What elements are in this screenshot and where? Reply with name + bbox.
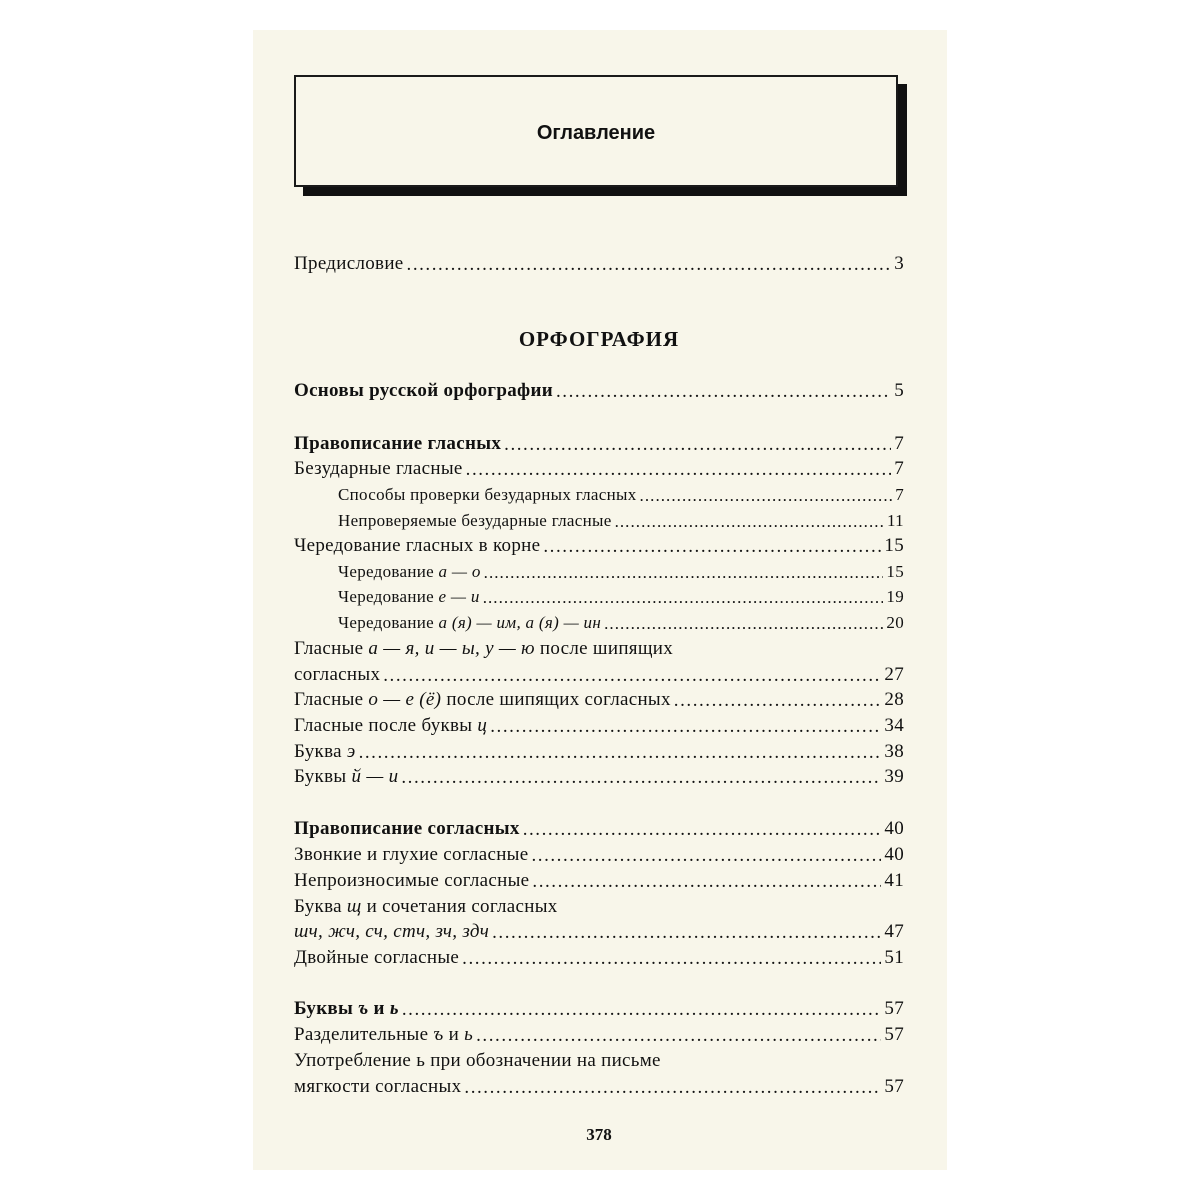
- toc-entry: [294, 715, 904, 737]
- toc-entry-label: Буквы: [294, 766, 352, 787]
- toc-entry-label: Буква: [294, 741, 347, 762]
- leader-dots: [464, 1077, 881, 1095]
- toc-entry-label: Буквы: [294, 998, 359, 1019]
- toc-entry: [294, 947, 904, 969]
- toc-entry-page: 20: [886, 613, 904, 632]
- toc-entry-italic: шч, жч, сч, стч, зч, здч: [294, 921, 490, 942]
- leader-dots: [490, 716, 881, 734]
- toc-entry-page: 15: [884, 535, 904, 556]
- toc-subentry: [338, 484, 904, 506]
- section-heading: ОРФОГРАФИЯ: [518, 327, 680, 351]
- toc-entry-page: 27: [884, 664, 904, 685]
- page-number: 378: [586, 1125, 612, 1144]
- toc-entry-page: 57: [884, 1076, 904, 1097]
- leader-dots: [466, 459, 892, 477]
- toc-entry: [294, 638, 904, 660]
- toc-entry-label: и: [443, 1024, 465, 1045]
- toc-subentry: [338, 510, 904, 532]
- toc-entry: [294, 380, 904, 402]
- leader-dots: [674, 690, 882, 708]
- leader-dots: [476, 1025, 881, 1043]
- toc-entry-italic: а — я, и — ы, у — ю: [368, 638, 535, 659]
- toc-entry-page: 47: [884, 921, 904, 942]
- toc-entry-italic: й — и: [351, 766, 399, 787]
- toc-entry: [294, 818, 904, 840]
- toc-entry-page: 40: [884, 844, 904, 865]
- toc-entry-italic: ъ: [358, 998, 369, 1019]
- toc-entry-label: Основы русской орфографии: [294, 380, 553, 401]
- toc-entry: [294, 433, 904, 455]
- toc-entry: [294, 870, 904, 892]
- toc-entry-label: Безударные гласные: [294, 458, 463, 479]
- toc-entry: [294, 741, 904, 763]
- toc-entry-label: Звонкие и глухие согласные: [294, 844, 529, 865]
- toc-entry-italic: а (я) — им, а (я) — ин: [438, 613, 602, 632]
- toc-entry: [294, 664, 904, 686]
- toc-entry-label: и сочетания согласных: [361, 896, 558, 917]
- toc-entry-page: 7: [894, 433, 904, 454]
- toc-entry-page: 34: [884, 715, 904, 736]
- leader-dots: [483, 587, 884, 605]
- toc-entry-label: Буква: [294, 896, 347, 917]
- toc-entry: [294, 458, 904, 480]
- toc-entry-italic: ц: [477, 715, 488, 736]
- toc-entry-preface: [294, 253, 904, 275]
- toc-entry-page: 51: [884, 947, 904, 968]
- toc-entry-label: Чередование: [338, 562, 439, 581]
- toc-entry-label: Чередование: [338, 613, 439, 632]
- toc-entry-page: 38: [884, 741, 904, 762]
- leader-dots: [383, 665, 881, 683]
- toc-entry-page: 3: [894, 253, 904, 274]
- toc-entry-label: и: [368, 998, 390, 1019]
- toc-entry: [294, 1024, 904, 1046]
- leader-dots: [604, 613, 883, 631]
- toc-entry: [294, 998, 904, 1020]
- toc-subentry: [338, 561, 904, 583]
- toc-entry-italic: ъ: [433, 1024, 444, 1045]
- toc-entry-label: Непроизносимые согласные: [294, 870, 530, 891]
- toc-entry-page: 11: [887, 511, 904, 530]
- toc-entry-page: 5: [894, 380, 904, 401]
- toc-entry-page: 28: [884, 689, 904, 710]
- toc-entry-page: 41: [884, 870, 904, 891]
- leader-dots: [492, 922, 881, 940]
- toc-entry-italic: а — о: [438, 562, 481, 581]
- page-title: Оглавление: [536, 122, 656, 144]
- toc-entry-page: 57: [884, 998, 904, 1019]
- toc-entry-label: Предисловие: [294, 253, 404, 274]
- toc-entry-italic: ь: [464, 1024, 474, 1045]
- leader-dots: [556, 381, 891, 399]
- toc-entry-italic: о — е (ё): [368, 689, 442, 710]
- toc-entry-label: Гласные: [294, 638, 369, 659]
- toc-entry-italic: щ: [346, 896, 362, 917]
- toc-entry-page: 15: [886, 562, 904, 581]
- toc-entry-page: 39: [884, 766, 904, 787]
- toc-entry: [294, 1076, 904, 1098]
- toc-entry-label: Разделительные: [294, 1024, 434, 1045]
- toc-entry-label: Непроверяемые безударные гласные: [338, 511, 612, 530]
- toc-entry: [294, 766, 904, 788]
- leader-dots: [615, 511, 884, 529]
- leader-dots: [543, 536, 881, 554]
- toc-entry-label: Правописание согласных: [294, 818, 520, 839]
- toc-entry-label: согласных: [294, 664, 381, 685]
- toc-entry-page: 40: [884, 818, 904, 839]
- toc-entry: [294, 844, 904, 866]
- leader-dots: [401, 767, 881, 785]
- leader-dots: [484, 562, 884, 580]
- toc-entry-label: Правописание гласных: [294, 433, 502, 454]
- toc-entry-italic: е — и: [438, 587, 480, 606]
- title-box: [294, 75, 898, 187]
- leader-dots: [532, 871, 881, 889]
- leader-dots: [531, 845, 881, 863]
- toc-entry: [294, 921, 904, 943]
- toc-entry-italic: ь: [389, 998, 399, 1019]
- toc-entry-label: Употребление ь при обозначении на письме: [294, 1050, 661, 1071]
- leader-dots: [407, 254, 892, 272]
- toc-entry-label: Гласные после буквы: [294, 715, 478, 736]
- toc-entry: [294, 896, 904, 918]
- toc-entry-label: Способы проверки безударных гласных: [338, 485, 637, 504]
- toc-entry-page: 19: [886, 587, 904, 606]
- toc-entry-page: 57: [884, 1024, 904, 1045]
- toc-entry: [294, 535, 904, 557]
- toc-entry-label: после шипящих согласных: [441, 689, 671, 710]
- toc-entry-label: мягкости согласных: [294, 1076, 462, 1097]
- toc-subentry: [338, 586, 904, 608]
- toc-entry-label: Чередование гласных в корне: [294, 535, 541, 556]
- leader-dots: [640, 485, 893, 503]
- leader-dots: [402, 999, 882, 1017]
- toc-entry: [294, 1050, 904, 1072]
- toc-entry-page: 7: [895, 485, 904, 504]
- toc-entry-page: 7: [894, 458, 904, 479]
- toc-entry-italic: э: [346, 741, 356, 762]
- leader-dots: [359, 742, 882, 760]
- toc-entry-label: после шипящих: [534, 638, 674, 659]
- leader-dots: [504, 434, 891, 452]
- toc-entry-label: Гласные: [294, 689, 369, 710]
- toc-entry-label: Чередование: [338, 587, 439, 606]
- leader-dots: [523, 819, 882, 837]
- toc-entry: [294, 689, 904, 711]
- toc-subentry: [338, 612, 904, 634]
- toc-entry-label: Двойные согласные: [294, 947, 460, 968]
- leader-dots: [462, 948, 881, 966]
